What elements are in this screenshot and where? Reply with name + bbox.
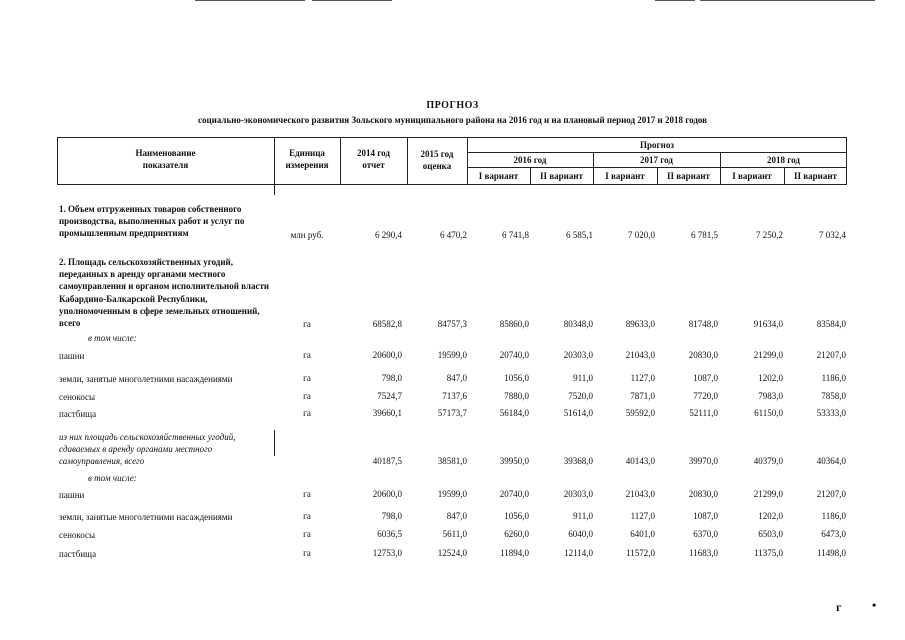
scan-artifact-line — [195, 0, 305, 1]
header-2017-var2: II вариант — [667, 171, 710, 181]
value-cell: 40187,5 — [372, 456, 402, 466]
column-rule — [274, 430, 275, 456]
value-cell: 91634,0 — [753, 319, 783, 329]
header-2016-var1: I вариант — [478, 171, 519, 181]
value-cell: 59592,0 — [625, 408, 655, 418]
value-cell: 85860,0 — [499, 319, 529, 329]
value-cell: 6 741,8 — [502, 230, 529, 240]
header-border-bottom — [57, 184, 847, 185]
value-cell: 7983,0 — [758, 391, 783, 401]
header-forecast: Прогноз — [640, 140, 674, 150]
value-cell: 89633,0 — [625, 319, 655, 329]
row-label-hayfields: сенокосы — [59, 392, 96, 402]
header-2017-var1: I вариант — [605, 171, 645, 181]
value-cell: 52111,0 — [689, 408, 718, 418]
value-cell: 6370,0 — [693, 529, 718, 539]
row-unit: га — [303, 529, 311, 539]
header-2014-line2: отчет — [362, 160, 385, 170]
value-cell: 12524,0 — [437, 548, 467, 558]
value-cell: 81748,0 — [688, 319, 718, 329]
value-cell: 20303,0 — [563, 350, 593, 360]
header-unit-line2: измерения — [285, 160, 329, 170]
value-cell: 7 020,0 — [628, 230, 655, 240]
value-cell: 6 781,5 — [691, 230, 718, 240]
row-unit: млн руб. — [290, 230, 324, 240]
value-cell: 11572,0 — [626, 548, 655, 558]
value-cell: 1127,0 — [630, 373, 655, 383]
value-cell: 6503,0 — [758, 529, 783, 539]
value-cell: 7880,0 — [504, 391, 529, 401]
value-cell: 1056,0 — [504, 373, 529, 383]
header-name-line2: показателя — [142, 160, 189, 170]
value-cell: 68582,8 — [372, 319, 402, 329]
value-cell: 847,0 — [446, 511, 467, 521]
value-cell: 7520,0 — [568, 391, 593, 401]
value-cell: 39950,0 — [499, 456, 529, 466]
scan-mark: г — [836, 600, 842, 614]
value-cell: 11894,0 — [500, 548, 529, 558]
value-cell: 6473,0 — [821, 529, 846, 539]
header-2018-var2: II вариант — [794, 171, 837, 181]
value-cell: 57173,7 — [437, 408, 467, 418]
row-label-arable: пашни — [59, 490, 85, 500]
value-cell: 798,0 — [381, 373, 402, 383]
value-cell: 20303,0 — [563, 489, 593, 499]
row-unit: га — [303, 408, 311, 418]
header-2018-var1: I вариант — [732, 171, 772, 181]
value-cell: 80348,0 — [563, 319, 593, 329]
row-unit: га — [303, 511, 311, 521]
row-label-perennial: земли, занятые многолетними насаждениями — [59, 512, 233, 522]
header-2015-line2: оценка — [422, 161, 452, 171]
value-cell: 12114,0 — [564, 548, 593, 558]
value-cell: 19599,0 — [437, 350, 467, 360]
value-cell: 21299,0 — [753, 489, 783, 499]
value-cell: 7720,0 — [693, 391, 718, 401]
row-label-municipal-leased: из них площадь сельскохозяйственных угодий, сдаваемых в аренду органами местного самоуправления, всего — [59, 432, 236, 467]
value-cell: 21207,0 — [816, 350, 846, 360]
row-label-arable: пашни — [59, 351, 85, 361]
header-border-top — [57, 137, 847, 138]
row-label-pastures: пастбища — [59, 549, 97, 559]
table-header — [57, 137, 847, 185]
header-2015-line1: 2015 год — [420, 149, 454, 159]
row-label-perennial: земли, занятые многолетними насаждениями — [59, 374, 233, 384]
header-2014-line1: 2014 год — [357, 148, 390, 158]
scan-artifact-line — [700, 0, 875, 1]
value-cell: 911,0 — [573, 511, 593, 521]
value-cell: 20740,0 — [499, 350, 529, 360]
value-cell: 7524,7 — [377, 391, 402, 401]
value-cell: 7858,0 — [821, 391, 846, 401]
value-cell: 7 032,4 — [819, 230, 846, 240]
value-cell: 11683,0 — [689, 548, 718, 558]
row-label-including: в том числе: — [88, 473, 137, 483]
value-cell: 6260,0 — [504, 529, 529, 539]
value-cell: 83584,0 — [816, 319, 846, 329]
row-unit: га — [303, 350, 311, 360]
value-cell: 847,0 — [446, 373, 467, 383]
value-cell: 61150,0 — [754, 408, 783, 418]
row-label-hayfields: сенокосы — [59, 530, 96, 540]
document-title: ПРОГНОЗ — [426, 100, 479, 111]
value-cell: 40364,0 — [816, 456, 846, 466]
scan-artifact-line — [655, 0, 695, 1]
row-label-shipped-goods: 1. Объем отгруженных товаров собственного производства, выполненных работ и услуг по промышленным предприятиям — [59, 204, 245, 239]
scan-artifact-line — [312, 0, 392, 1]
value-cell: 7137,6 — [442, 391, 467, 401]
header-2017: 2017 год — [640, 155, 673, 165]
value-cell: 12753,0 — [372, 548, 402, 558]
value-cell: 20830,0 — [688, 350, 718, 360]
value-cell: 11498,0 — [817, 548, 846, 558]
header-unit-line1: Единица — [289, 148, 325, 158]
value-cell: 53333,0 — [816, 408, 846, 418]
value-cell: 6 290,4 — [375, 230, 402, 240]
value-cell: 21043,0 — [625, 350, 655, 360]
value-cell: 6 585,1 — [566, 230, 593, 240]
value-cell: 1087,0 — [693, 373, 718, 383]
value-cell: 39368,0 — [563, 456, 593, 466]
value-cell: 5611,0 — [442, 529, 467, 539]
value-cell: 1186,0 — [821, 373, 846, 383]
value-cell: 56184,0 — [499, 408, 529, 418]
header-2018: 2018 год — [767, 155, 800, 165]
value-cell: 6040,0 — [568, 529, 593, 539]
row-unit: га — [303, 548, 311, 558]
value-cell: 7 250,2 — [756, 230, 783, 240]
scan-mark: • — [872, 598, 877, 612]
value-cell: 21207,0 — [816, 489, 846, 499]
row-label-leased-area: 2. Площадь сельскохозяйственных угодий, переданных в аренду органами местного самоуправления и органом исполнительной власти Кабардино-Балкарской Республики, уполномоченным в сфере земельных отношений, всего — [59, 257, 270, 329]
document-subtitle: социально-экономического развития Зольского муниципального района на 2016 год и на плановый период 2017 и 2018 годов — [197, 115, 708, 125]
row-unit: га — [303, 391, 311, 401]
value-cell: 39970,0 — [688, 456, 718, 466]
header-2016: 2016 год — [513, 155, 547, 165]
value-cell: 911,0 — [573, 373, 593, 383]
value-cell: 21299,0 — [753, 350, 783, 360]
value-cell: 6036,5 — [377, 529, 402, 539]
value-cell: 1056,0 — [504, 511, 529, 521]
value-cell: 798,0 — [381, 511, 402, 521]
value-cell: 21043,0 — [625, 489, 655, 499]
value-cell: 38581,0 — [437, 456, 467, 466]
value-cell: 19599,0 — [437, 489, 467, 499]
value-cell: 7871,0 — [630, 391, 655, 401]
value-cell: 20600,0 — [372, 489, 402, 499]
row-unit: га — [303, 319, 311, 329]
value-cell: 1202,0 — [758, 373, 783, 383]
row-unit: га — [303, 489, 311, 499]
value-cell: 40379,0 — [753, 456, 783, 466]
column-rule — [274, 185, 275, 195]
value-cell: 20600,0 — [372, 350, 402, 360]
value-cell: 20740,0 — [499, 489, 529, 499]
value-cell: 6 470,2 — [440, 230, 467, 240]
row-unit: га — [303, 373, 311, 383]
value-cell: 1127,0 — [630, 511, 655, 521]
header-name-line1: Наименование — [135, 148, 196, 158]
value-cell: 1087,0 — [693, 511, 718, 521]
row-label-pastures: пастбища — [59, 409, 97, 419]
header-divider — [467, 152, 847, 153]
header-2016-var2: II вариант — [540, 171, 583, 181]
value-cell: 11375,0 — [754, 548, 783, 558]
row-label-including: в том числе: — [88, 333, 137, 343]
value-cell: 20830,0 — [688, 489, 718, 499]
value-cell: 51614,0 — [563, 408, 593, 418]
value-cell: 84757,3 — [437, 319, 467, 329]
value-cell: 40143,0 — [625, 456, 655, 466]
value-cell: 39660,1 — [372, 408, 402, 418]
value-cell: 1186,0 — [821, 511, 846, 521]
value-cell: 1202,0 — [758, 511, 783, 521]
value-cell: 6401,0 — [630, 529, 655, 539]
